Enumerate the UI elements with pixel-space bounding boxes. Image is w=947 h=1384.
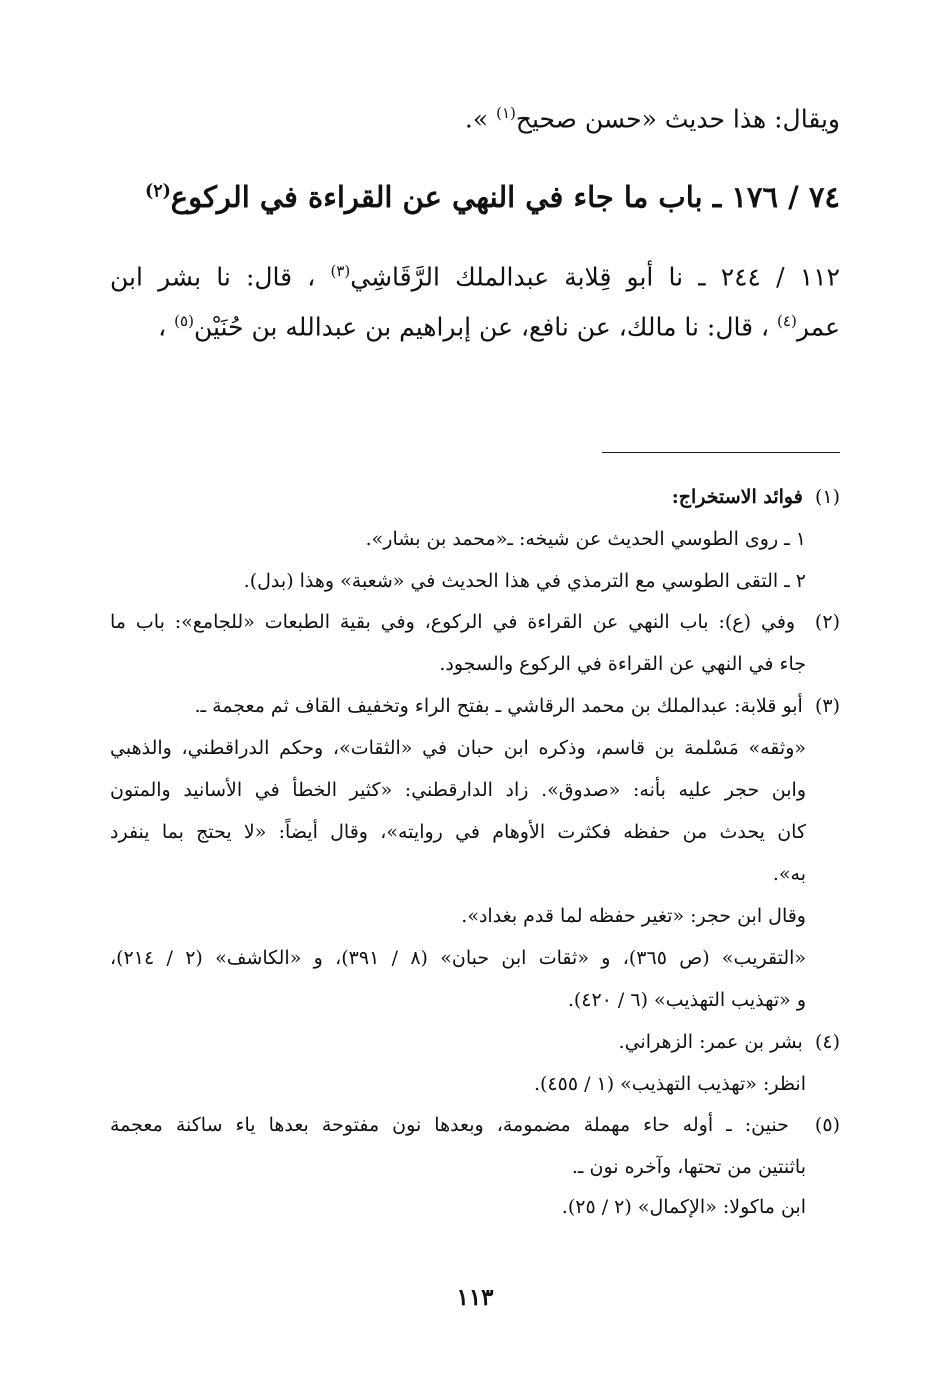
footnote-3-line: «وثقه» مَسْلمة بن قاسم، وذكره ابن حبان في «الثقات»، وحكم الدراقطني، والذهبي [110, 737, 806, 759]
body-text: ، قال: نا مالك، عن نافع، عن إبراهيم بن عبدالله بن حُنَيْن [193, 312, 778, 342]
body-text: ويقال: هذا حديث «حسن صحيح [515, 104, 840, 134]
body-line-1 [110, 104, 840, 133]
page-number: ١١٣ [456, 1284, 494, 1311]
body-text: ، قال: نا بشر ابن [110, 262, 331, 292]
footnote-1-line: ٢ ـ التقى الطوسي مع الترمذي في هذا الحديث في «شعبة» وهذا (بدل). [243, 570, 806, 592]
footnote-3-line: و «تهذيب التهذيب» (٦ / ٤٢٠). [567, 989, 806, 1011]
footnote-1-title [110, 486, 840, 508]
footnote-3-line: «التقريب» (ص ٣٦٥)، و «ثقات ابن حبان» (٨ / ٣٩١)، و «الكاشف» (٢ / ٢١٤)، [110, 947, 807, 969]
footnote-marker: (٢) [144, 181, 171, 202]
footnote-number: (٣) [814, 695, 840, 717]
footnote-5-line: ابن ماكولا: «الإكمال» (٢ / ٢٥). [561, 1196, 806, 1218]
footnote-number: (١) [814, 486, 840, 508]
footnote-number: (٤) [814, 1031, 840, 1053]
footnote-3-line: به». [772, 863, 806, 885]
body-text: ، [158, 312, 175, 342]
footnote-text: أبو قلابة: عبدالملك بن محمد الرقاشي ـ بفتح الراء وتخفيف القاف ثم معجمة ـ. [194, 695, 803, 717]
footnote-marker: (١) [496, 104, 516, 122]
footnote-marker: (٣) [330, 262, 351, 280]
footnote-1-line: ١ ـ روى الطوسي الحديث عن شيخه: ـ«محمد بن بشار». [365, 528, 806, 550]
footnote-number: (٢) [814, 611, 840, 633]
footnote-5-line: باثنتين من تحتها، وآخره نون ـ. [571, 1156, 806, 1178]
body-text: ». [464, 104, 497, 134]
footnote-text: بشر بن عمر: الزهراني. [618, 1031, 803, 1053]
footnote-text: وفي (ع): باب النهي عن القراءة في الركوع، وفي بقية الطبعات «للجامع»: باب ما [110, 611, 796, 633]
body-text: عمر [796, 312, 840, 342]
footnote-text: حنين: ـ أوله حاء مهملة مضمومة، وبعدها نون مفتوحة بعدها ياء ساكنة معجمة [110, 1114, 789, 1136]
heading-text: ٧٤ / ١٧٦ ـ باب ما جاء في النهي عن القراءة في الركوع [170, 180, 840, 214]
chapter-heading [110, 180, 840, 214]
footnote-marker: (٥) [174, 312, 194, 330]
footnote-3-line: وقال ابن حجر: «تغير حفظه لما قدم بغداد». [461, 905, 806, 927]
body-paragraph-line-1 [110, 262, 840, 291]
footnote-5-line [110, 1114, 840, 1136]
body-paragraph-line-2 [110, 312, 840, 341]
body-text: ١١٢ / ٢٤٤ ـ نا أبو قِلابة عبدالملك الرَّقَاشِي [350, 262, 840, 292]
footnote-number: (٥) [814, 1114, 840, 1136]
book-page [110, 0, 840, 1384]
footnote-2-line: جاء في النهي عن القراءة في الركوع والسجود. [439, 653, 806, 675]
footnote-separator [602, 452, 840, 453]
footnote-2-line [110, 611, 840, 633]
footnote-heading: فوائد الاستخراج: [671, 486, 803, 508]
footnote-3-line: وابن حجر عليه بأنه: «صدوق». زاد الدارقطني: «كثير الخطأ في الأسانيد والمتون [110, 779, 806, 801]
footnote-3-line: كان يحدث من حفظه فكثرت الأوهام في روايته»، وقال أيضاً: «لا يحتج بما ينفرد [110, 821, 806, 843]
footnote-marker: (٤) [777, 312, 797, 330]
footnote-4-line: انظر: «تهذيب التهذيب» (١ / ٤٥٥). [533, 1073, 806, 1095]
footnote-4-line [110, 1031, 840, 1053]
footnote-3-line [110, 695, 840, 717]
